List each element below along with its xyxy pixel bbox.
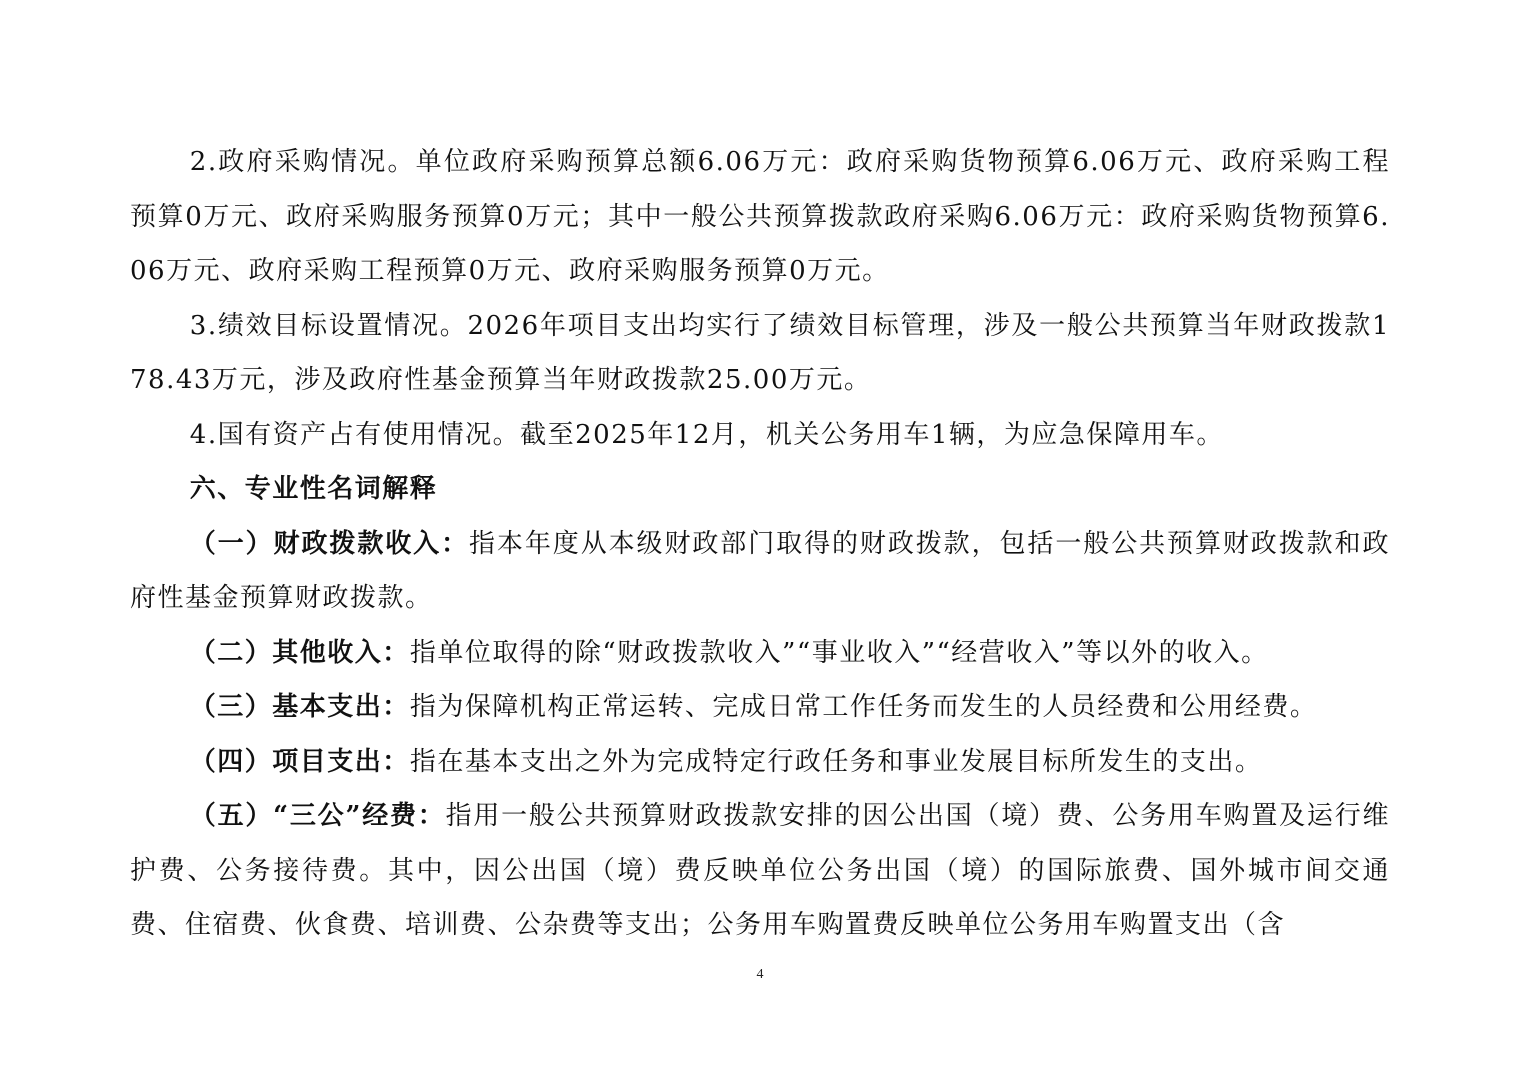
paragraph-term-fiscal-income xyxy=(130,517,1390,626)
paragraph-text: 4.国有资产占有使用情况。截至2025年12月，机关公务用车1辆，为应急保障用车。 xyxy=(189,419,1224,450)
term-definition: 指用一般公共预算财政拨款安排的因公出国（境）费、公务用车购置及运行维护费、公务接待费。其中，因公出国（境）费反映单位公务出国（境）的国际旅费、国外城市间交通费、住宿费、伙食费、培训费、公杂费等支出；公务用车购置费反映单位公务用车购置支出（含 xyxy=(130,801,1390,940)
term-definition: 指在基本支出之外为完成特定行政任务和事业发展目标所发生的支出。 xyxy=(409,746,1263,777)
section-heading-terms: 六、专业性名词解释 xyxy=(189,474,438,504)
term-definition: 指单位取得的除“财政拨款收入”“事业收入”“经营收入”等以外的收入。 xyxy=(409,637,1269,668)
paragraph-state-assets xyxy=(130,408,1390,463)
paragraph-term-basic-expenditure xyxy=(130,680,1390,735)
paragraph-term-other-income xyxy=(130,626,1390,681)
paragraph-text: 3.绩效目标设置情况。2026年项目支出均实行了绩效目标管理，涉及一般公共预算当年财政拨款178.43万元，涉及政府性基金预算当年财政拨款25.00万元。 xyxy=(130,310,1390,395)
paragraph-term-project-expenditure xyxy=(130,735,1390,790)
term-definition: 指为保障机构正常运转、完成日常工作任务而发生的人员经费和公用经费。 xyxy=(409,692,1318,722)
paragraph-government-procurement xyxy=(130,135,1390,299)
term-label: （五）“三公”经费： xyxy=(189,801,446,831)
term-label: （四）项目支出： xyxy=(189,746,410,777)
term-label: （一）财政拨款收入： xyxy=(189,528,470,559)
term-definition: 指本年度从本级财政部门取得的财政拨款，包括一般公共预算财政拨款和政府性基金预算财政拨款。 xyxy=(130,528,1390,613)
term-label: （三）基本支出： xyxy=(189,692,410,722)
paragraph-term-three-public xyxy=(130,789,1390,953)
page-number: 4 xyxy=(756,967,764,982)
body-text xyxy=(130,135,1390,953)
term-label: （二）其他收入： xyxy=(189,637,410,668)
paragraph-text: 2.政府采购情况。单位政府采购预算总额6.06万元：政府采购货物预算6.06万元、政府采购工程预算0万元、政府采购服务预算0万元；其中一般公共预算拨款政府采购6.06万元：政府采购货物预算6.06万元、政府采购工程预算0万元、政府采购服务预算0万元。 xyxy=(130,147,1390,286)
paragraph-performance-targets xyxy=(130,299,1390,408)
